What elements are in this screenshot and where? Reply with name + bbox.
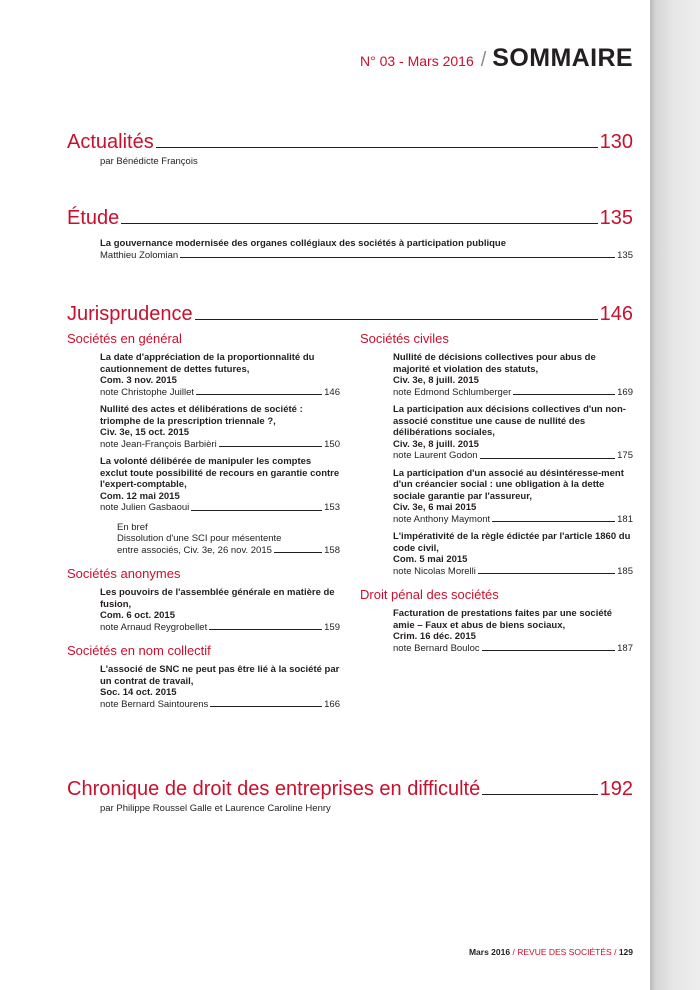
leader-line [195,319,598,320]
leader-line [180,257,615,258]
section-title: Actualités [67,131,154,153]
toc-entry[interactable] [393,608,633,654]
entry-page: 158 [324,544,340,556]
entry-note: note Nicolas Morelli [393,565,476,577]
entry-note: note Bernard Saintourens [100,698,209,710]
entry-reference: Com. 12 mai 2015 [100,490,180,502]
entry-note: note Anthony Maymont [393,513,491,525]
subsection-heading: Droit pénal des sociétés [360,587,499,602]
entry-note-line [100,699,340,711]
entry-reference: Civ. 3e, 8 juill. 2015 [393,438,479,450]
leader-line [480,458,616,459]
brief-entry[interactable] [117,522,340,557]
entry-note-line [393,643,633,655]
subsection-heading: Sociétés anonymes [67,566,181,581]
footer-separator: / [512,947,515,957]
entry-page: 150 [324,438,340,450]
entry-note-line [100,502,340,514]
leader-line [492,521,615,522]
toc-entry[interactable] [100,664,340,710]
toc-entry[interactable] [393,531,633,577]
left-column [67,331,340,716]
leader-line [196,394,322,395]
toc-entry[interactable] [100,352,340,398]
entry-note: note Jean-François Barbièri [100,438,217,450]
leader-line [219,446,322,447]
entry-note-line [393,566,633,578]
entry-title: La gouvernance modernisée des organes collégiaux des sociétés à participation publique [100,238,506,249]
entry-note-line [100,439,340,451]
entry-page: 166 [324,698,340,710]
leader-line [513,394,615,395]
leader-line [482,794,597,795]
entry-title: L'impérativité de la règle édictée par l'article 1860 du code civil, [393,531,631,554]
brief-note-line [117,545,340,557]
entry-title: La participation aux décisions collectives d'un non-associé constitue une cause de nullité des délibérations sociales, [393,404,626,438]
section-page: 192 [599,778,633,800]
footer-journal: REVUE DES SOCIÉTÉS [517,947,612,957]
page-edge-shadow [650,0,700,990]
issue-label: N° 03 - Mars 2016 [359,53,474,69]
toc-entry[interactable] [100,404,340,450]
section-title: Chronique de droit des entreprises en difficulté [67,778,481,800]
entry-page: 181 [617,513,633,525]
entry-title: L'associé de SNC ne peut pas être lié à la société par un contrat de travail, [100,664,340,687]
footer-date: Mars 2016 [468,947,511,957]
brief-label: En bref [117,521,148,533]
entry-page: 187 [617,642,633,654]
entry-note-line [393,387,633,399]
section-page: 135 [599,207,633,229]
entry-title: Les pouvoirs de l'assemblée générale en matière de fusion, [100,587,335,610]
toc-entry[interactable] [100,456,340,514]
section-author: par Philippe Roussel Galle et Laurence Caroline Henry [100,803,331,814]
etude-entry[interactable] [100,238,633,261]
entry-page: 146 [324,386,340,398]
brief-line-2: entre associés, Civ. 3e, 26 nov. 2015 [117,544,272,556]
footer-page-number: 129 [618,947,633,957]
leader-line [191,510,322,511]
toc-entry[interactable] [393,352,633,398]
section-etude[interactable] [67,203,633,229]
entry-note: note Arnaud Reygrobellet [100,621,208,633]
leader-line [482,650,616,651]
right-column [360,331,633,660]
entry-title: La participation d'un associé au désintéresse-ment d'un créancier social : une obligation à la dette sociale garantie par l'assureur, [393,467,624,502]
entry-note-line [100,387,340,399]
entry-reference: Com. 5 mai 2015 [393,554,468,565]
entry-reference: Civ. 3e, 8 juill. 2015 [393,375,479,386]
entry-title: Nullité de décisions collectives pour abus de majorité et violation des statuts, [393,352,596,375]
entry-page: 159 [324,621,340,633]
leader-line [210,706,322,707]
section-title: Étude [67,207,120,229]
entry-note-line [393,514,633,526]
section-page: 146 [599,303,633,325]
header-separator: / [480,49,487,71]
toc-entry[interactable] [393,468,633,526]
entry-reference: Soc. 14 oct. 2015 [100,687,177,698]
subsection-heading: Sociétés en général [67,331,182,346]
page-footer [469,947,633,957]
page-title: SOMMAIRE [492,44,633,72]
entry-note: note Christophe Juillet [100,386,194,398]
entry-page: 185 [617,565,633,577]
leader-line [156,147,598,148]
entry-note: note Edmond Schlumberger [393,386,512,398]
leader-line [209,629,322,630]
entry-note: note Julien Gasbaoui [100,502,190,513]
entry-page: 135 [617,249,633,261]
entry-page: 169 [617,386,633,398]
toc-entry[interactable] [393,404,633,462]
entry-reference: Civ. 3e, 6 mai 2015 [393,502,477,513]
entry-note: note Laurent Godon [393,450,478,461]
entry-page: 153 [324,502,340,513]
section-author: par Bénédicte François [100,156,198,167]
subsection-heading: Sociétés en nom collectif [67,643,211,658]
section-jurisprudence[interactable] [67,299,633,325]
leader-line [478,573,615,574]
entry-note-line [393,450,633,462]
page-header [360,44,633,73]
subsection-heading: Sociétés civiles [360,331,449,346]
section-actualites[interactable] [67,127,633,153]
entry-reference: Com. 3 nov. 2015 [100,375,177,386]
entry-reference: Crim. 16 déc. 2015 [393,631,476,642]
entry-title: Facturation de prestations faites par une société amie – Faux et abus de biens sociaux, [393,608,613,631]
leader-line [274,552,322,553]
section-title: Jurisprudence [67,303,193,325]
entry-title: La volonté délibérée de manipuler les comptes exclut toute possibilité de recours en garantie contre l'expert-comptable, [100,456,340,490]
entry-note: note Bernard Bouloc [393,642,480,654]
entry-reference: Com. 6 oct. 2015 [100,610,175,621]
entry-reference: Civ. 3e, 15 oct. 2015 [100,427,190,438]
entry-note-line [100,622,340,634]
entry-author: Matthieu Zolomian [100,249,179,261]
footer-separator: / [614,947,617,957]
entry-note-line [100,250,633,262]
toc-entry[interactable] [100,587,340,633]
section-chronique[interactable] [67,774,633,800]
leader-line [121,223,597,224]
entry-title: La date d'appréciation de la proportionnalité du cautionnement de dettes futures, [100,352,315,375]
section-page: 130 [599,131,633,153]
brief-line-1: Dissolution d'une SCI pour mésentente [117,533,282,544]
entry-title: Nullité des actes et délibérations de société : triomphe de la prescription triennale ?, [100,404,303,427]
entry-page: 175 [617,450,633,461]
